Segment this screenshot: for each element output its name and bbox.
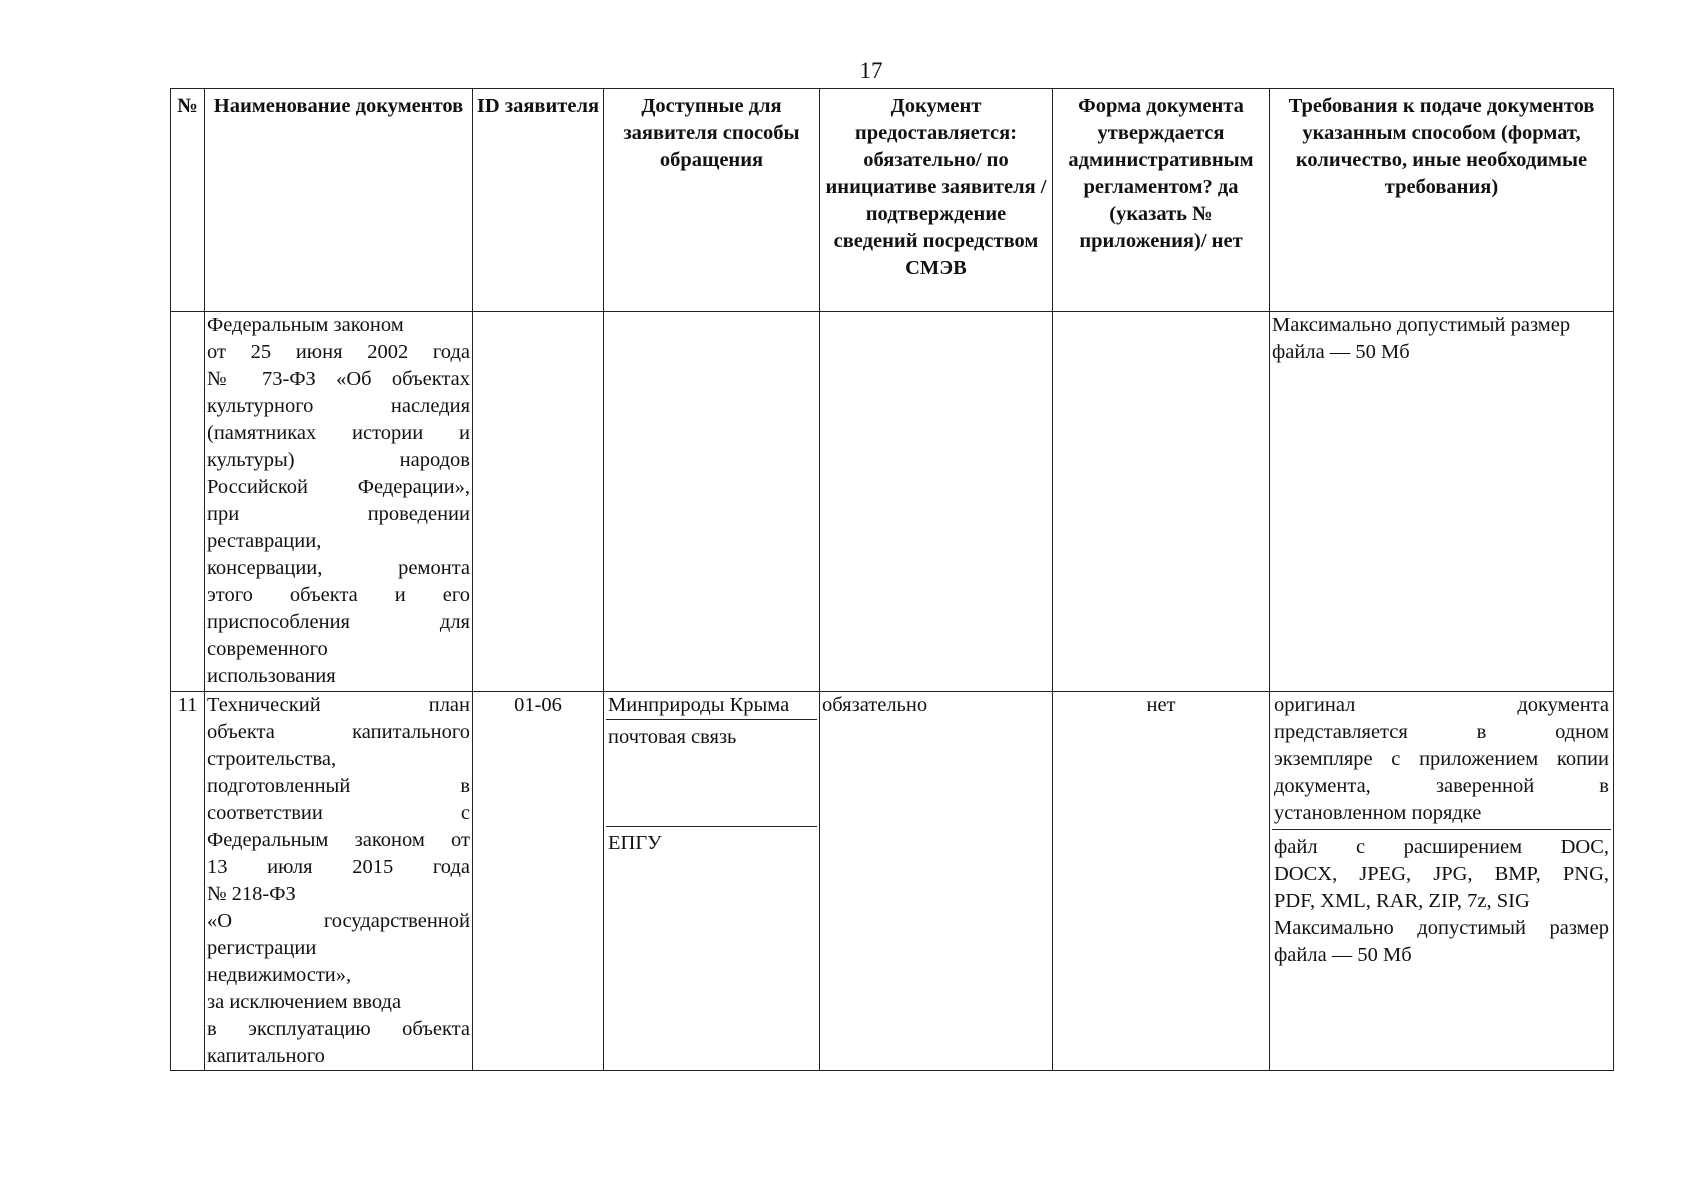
text-line: Максимально допустимый размер xyxy=(1272,314,1571,336)
method-post: почтовая связь xyxy=(606,720,817,827)
text-line: реставрации, xyxy=(207,530,322,552)
page-number: 17 xyxy=(859,58,883,83)
text-line: Технический план xyxy=(207,694,470,716)
header-document-name: Наименование документов xyxy=(205,89,473,312)
text-line: «О государственной xyxy=(207,910,470,932)
header-applicant-id: ID заявителя xyxy=(473,89,604,312)
text-line: Максимально допустимый размер xyxy=(1274,917,1609,939)
header-requirements: Требования к подаче документов указанным способом (формат, количество, иные необходимые требования) xyxy=(1270,89,1614,312)
cell-methods xyxy=(604,312,820,692)
requirements-paper xyxy=(1272,692,1611,830)
cell-requirements xyxy=(1270,692,1614,1071)
text-line: приспособления для xyxy=(207,611,470,633)
header-number: № xyxy=(171,89,205,312)
text-line: документа, заверенной в xyxy=(1274,775,1609,797)
text-line: представляется в одном xyxy=(1274,721,1609,743)
text-line: культурного наследия xyxy=(207,395,470,417)
text-line: культуры) народов xyxy=(207,449,470,471)
cell-number xyxy=(171,312,205,692)
documents-table xyxy=(170,88,1614,1071)
text-line: оригинал документа xyxy=(1274,694,1609,716)
text-line: при проведении xyxy=(207,503,470,525)
text-line: современного xyxy=(207,638,328,660)
cell-requirements xyxy=(1270,312,1614,692)
method-epgu: ЕПГУ xyxy=(608,832,662,854)
text-line: № 218-ФЗ xyxy=(207,883,296,905)
table-row-11 xyxy=(171,692,1614,1071)
text-line: файла — 50 Мб xyxy=(1274,944,1412,966)
header-form-approved: Форма документа утверждается административным регламентом? да (указать № приложения)/ нет xyxy=(1053,89,1270,312)
text-line: объекта капитального xyxy=(207,721,470,743)
document-name-text xyxy=(207,692,470,1070)
header-row xyxy=(171,89,1614,312)
text-line: регистрации xyxy=(207,937,317,959)
cell-provision xyxy=(820,312,1053,692)
text-line: DOCX, JPEG, JPG, BMP, PNG, xyxy=(1274,863,1609,885)
document-name-text xyxy=(207,312,470,690)
header-provision: Документ предоставляется: обязательно/ по инициативе заявителя /подтверждение сведений посредством СМЭВ xyxy=(820,89,1053,312)
text-line: соответствии с xyxy=(207,802,470,824)
text-line: файл с расширением DOC, xyxy=(1274,836,1609,858)
text-line: экземпляре с приложением копии xyxy=(1274,748,1609,770)
cell-applicant-id: 01-06 xyxy=(473,692,604,1071)
cell-form-approved xyxy=(1053,312,1270,692)
table-row-continued xyxy=(171,312,1614,692)
text-line: № 73-ФЗ «Об объектах xyxy=(207,368,470,390)
text-line: в эксплуатацию объекта xyxy=(207,1018,470,1040)
cell-methods xyxy=(604,692,820,1071)
cell-document-name xyxy=(205,692,473,1071)
text-line: файла — 50 Мб xyxy=(1272,341,1410,363)
cell-applicant-id xyxy=(473,312,604,692)
text-line: консервации, ремонта xyxy=(207,557,470,579)
text-line: PDF, XML, RAR, ZIP, 7z, SIG xyxy=(1274,890,1530,912)
cell-provision: обязательно xyxy=(820,692,1053,1071)
header-methods: Доступные для заявителя способы обращения xyxy=(604,89,820,312)
text-line: использования xyxy=(207,665,336,687)
text-line: 13 июля 2015 года xyxy=(207,856,470,878)
text-line: (памятниках истории и xyxy=(207,422,470,444)
cell-document-name xyxy=(205,312,473,692)
cell-form-approved: нет xyxy=(1053,692,1270,1071)
requirements-electronic xyxy=(1272,830,1611,969)
text-line: строительства, xyxy=(207,748,337,770)
text-line: Федеральным законом от xyxy=(207,829,470,851)
text-line: недвижимости», xyxy=(207,964,352,986)
cell-number: 11 xyxy=(171,692,205,1071)
text-line: этого объекта и его xyxy=(207,584,470,606)
requirements-text xyxy=(1272,312,1611,366)
method-ministry: Минприроды Крыма xyxy=(606,692,817,720)
text-line: за исключением ввода xyxy=(207,991,402,1013)
text-line: Федеральным законом xyxy=(207,314,404,336)
text-line: от 25 июня 2002 года xyxy=(207,341,470,363)
text-line: Российской Федерации», xyxy=(207,476,470,498)
text-line: установленном порядке xyxy=(1274,802,1482,824)
text-line: подготовленный в xyxy=(207,775,470,797)
text-line: капитального xyxy=(207,1045,325,1067)
